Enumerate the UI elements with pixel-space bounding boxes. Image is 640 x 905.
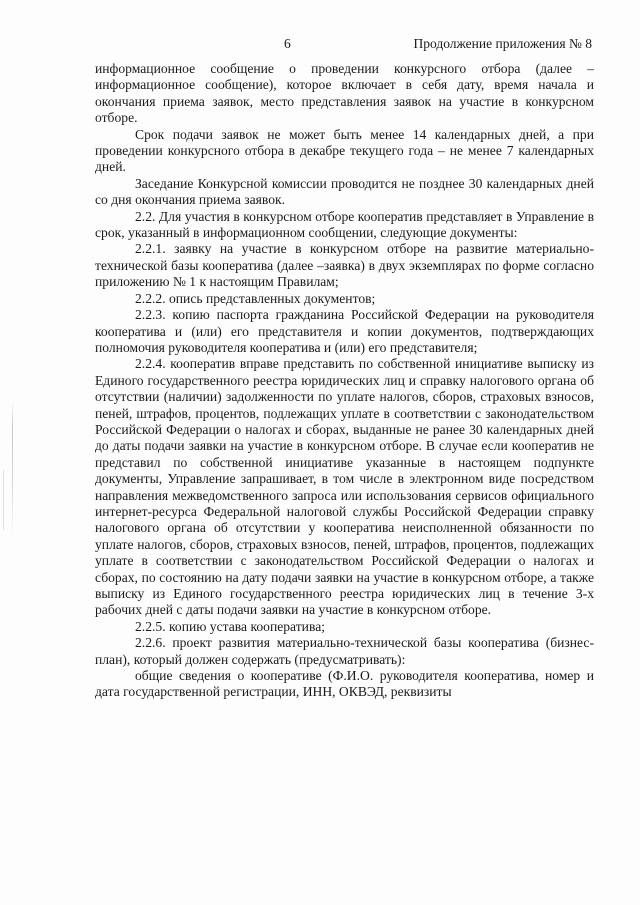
paragraph: общие сведения о кооперативе (Ф.И.О. руководителя кооператива, номер и дата государственной регистрации, ИНН, ОКВЭД, реквизиты	[95, 668, 594, 700]
paragraph: 2.2.3. копию паспорта гражданина Российской Федерации на руководителя кооператива и (или) его представителя и копии документов, подтверждающих полномочия руководителя кооператива и (или) его представителя;	[95, 307, 594, 355]
page-number: 6	[284, 36, 291, 51]
scan-artifact	[12, 400, 13, 540]
document-body	[95, 61, 594, 701]
paragraph: 2.2.5. копию устава кооператива;	[135, 618, 325, 634]
paragraph: 2.2.1. заявку на участие в конкурсном отборе на развитие материально-технической базы кооператива (далее –заявка) в двух экземплярах по форме согласно приложению № 1 к настоящим Правилам;	[95, 241, 594, 290]
paragraph: 2.2.6. проект развития материально-технической базы кооператива (бизнес-план), который должен содержать (предусматривать):	[95, 635, 594, 667]
paragraph: 2.2.2. опись представленных документов;	[135, 290, 376, 306]
page-header	[0, 36, 640, 56]
paragraph: Заседание Конкурсной комиссии проводится не позднее 30 календарных дней со дня окончания приема заявок.	[95, 175, 594, 208]
paragraph: 2.2. Для участия в конкурсном отборе кооператив представляет в Управление в срок, указанный в информационном сообщении, следующие документы:	[95, 208, 594, 241]
paragraph: 2.2.4. кооператив вправе представить по собственной инициативе выписку из Единого государственного реестра юридических лиц и справку налогового органа об отсутствии (наличии) задолженности по уплате налогов, сборов, страховых взносов, пеней, штрафов, процентов, подлежащих уплате в соответствии с законодательством Российской Федерации о налогах и сборах, выданные не ранее 30 календарных дней до даты подачи заявки на участие в конкурсном отборе. В случае если кооператив не представил по собственной инициативе указанные в настоящем подпункте документы, Управление запрашивает, в том числе в электронном виде посредством направления межведомственного запроса или использования сервисов официального интернет-ресурса Федеральной налоговой службы Российской Федерации справку налогового органа об отсутствии у кооператива неисполненной обязанности по уплате налогов, сборов, страховых взносов, пеней, штрафов, процентов, подлежащих уплате в соответствии с законодательством Российской Федерации о налогах и сборах, по состоянию на дату подачи заявки на участие в конкурсном отборе, а также выписку из Единого государственного реестра юридических лиц в течение 3-х рабочих дней с даты подачи заявки на участие в конкурсном отборе.	[95, 356, 594, 618]
paragraph: Срок подачи заявок не может быть менее 14 календарных дней, а при проведении конкурсного отбора в декабре текущего года – не менее 7 календарных дней.	[95, 126, 594, 175]
appendix-note: Продолжение приложения № 8	[413, 36, 592, 51]
paragraph: информационное сообщение о проведении конкурсного отбора (далее – информационное сообщение), которое включает в себя дату, время начала и окончания приема заявок, место представления заявок на участие в конкурсном отборе.	[95, 61, 594, 126]
scan-artifact	[3, 470, 4, 530]
